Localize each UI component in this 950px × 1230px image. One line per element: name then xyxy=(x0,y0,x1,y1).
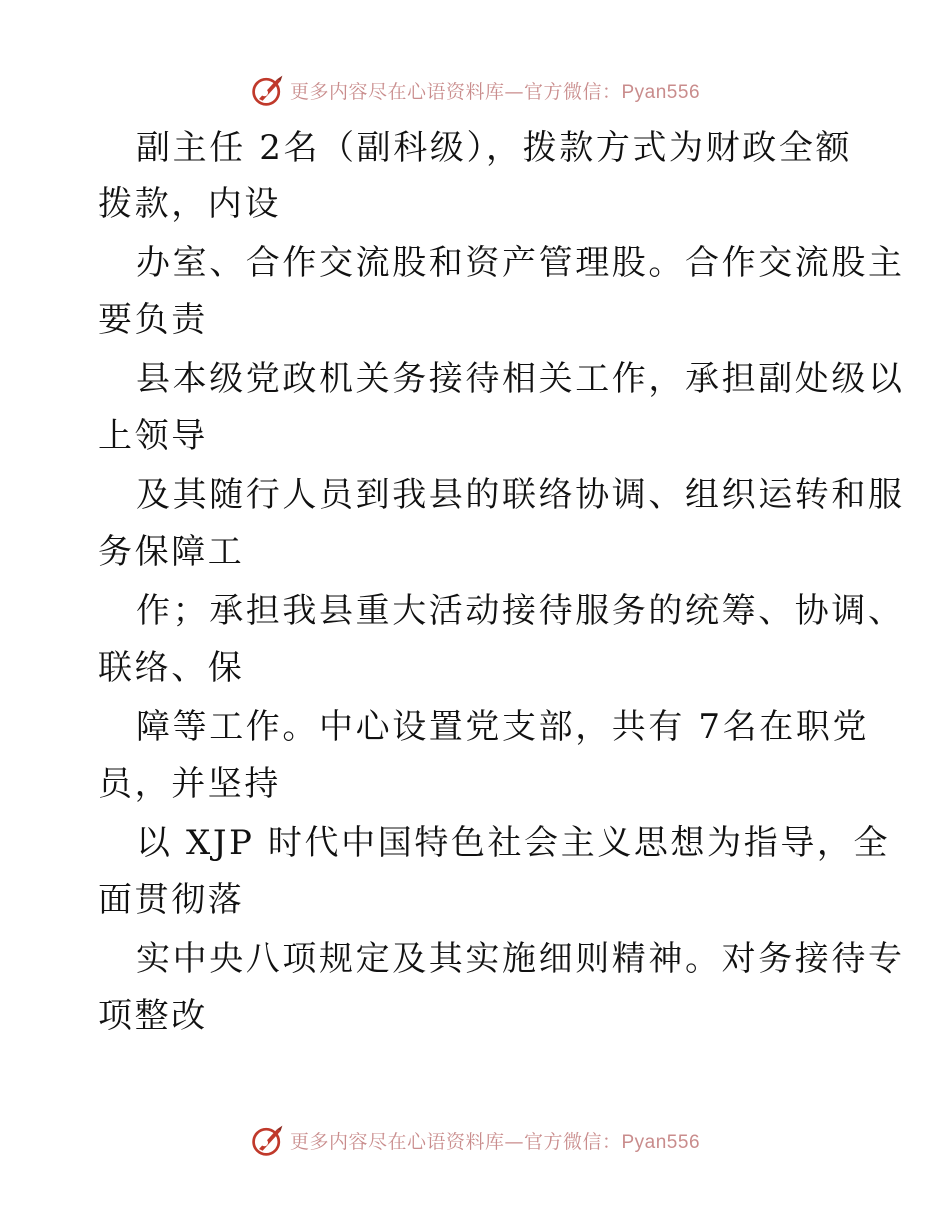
quill-pen-logo-icon xyxy=(250,72,286,108)
text-line: 员，并坚持 xyxy=(98,764,281,804)
text-line: 作；承担我县重大活动接待服务的统筹、协调、 xyxy=(136,591,905,631)
watermark-dash: — xyxy=(504,1130,524,1153)
text-line: 县本级党政机关务接待相关工作，承担副处级以 xyxy=(136,359,905,399)
text-line: 拨款，内设 xyxy=(98,184,281,224)
text-line: 实中央八项规定及其实施细则精神。对务接待专 xyxy=(136,939,905,979)
text-line: 务保障工 xyxy=(98,532,245,572)
footer-watermark xyxy=(0,1120,950,1160)
watermark-wechat-id: Pyan556 xyxy=(621,81,701,103)
text-line: 以 XJP 时代中国特色社会主义思想为指导，全 xyxy=(136,823,891,863)
text-line: 项整改 xyxy=(98,996,208,1036)
quill-pen-logo-icon xyxy=(250,1122,286,1158)
text-line: 障等工作。中心设置党支部，共有 7名在职党 xyxy=(136,707,870,747)
watermark-label: 官方微信： xyxy=(523,1130,622,1153)
watermark-text: 更多内容尽在心语资料库 xyxy=(289,80,505,103)
text-line: 及其随行人员到我县的联络协调、组织运转和服 xyxy=(136,475,905,515)
watermark-wechat-id: Pyan556 xyxy=(621,1131,701,1153)
text-line: 副主任 2名（副科级），拨款方式为财政全额 xyxy=(136,128,853,168)
header-watermark xyxy=(0,70,950,110)
text-line: 上领导 xyxy=(98,416,208,456)
text-line: 面贯彻落 xyxy=(98,880,245,920)
text-line: 办室、合作交流股和资产管理股。合作交流股主 xyxy=(136,243,905,283)
text-line: 联络、保 xyxy=(98,648,245,688)
watermark-label: 官方微信： xyxy=(523,80,622,103)
watermark-dash: — xyxy=(504,80,524,103)
watermark-text: 更多内容尽在心语资料库 xyxy=(289,1130,505,1153)
text-line: 要负责 xyxy=(98,300,208,340)
